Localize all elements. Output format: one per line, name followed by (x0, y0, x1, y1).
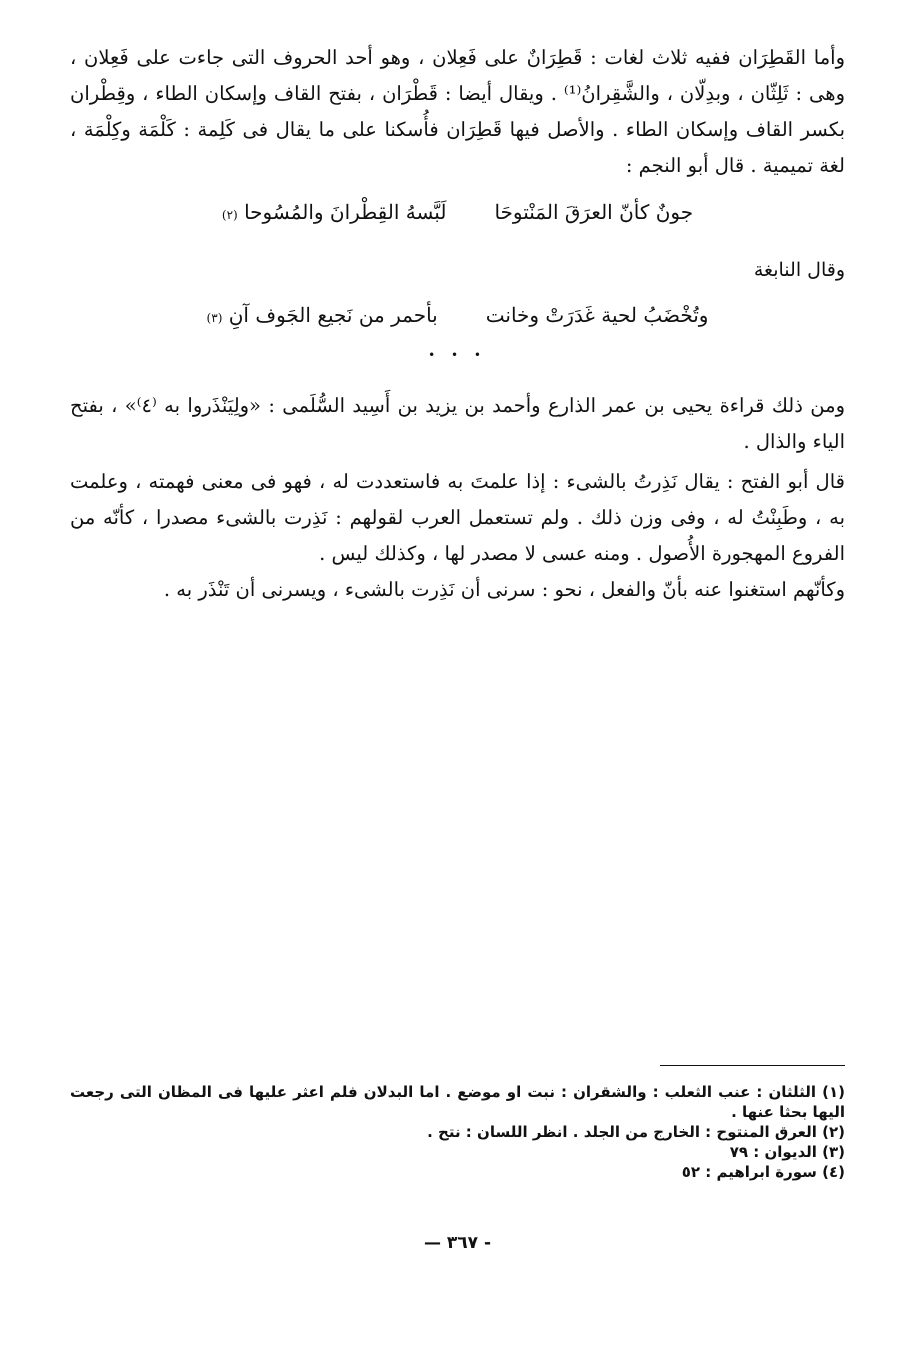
footnote-ref-2: (٢) (221, 208, 238, 222)
paragraph-qatiran: وأما القَطِرَان ففيه ثلاث لغات : قَطِرَانٌ على فَعِلان ، وهو أحد الحروف التى جاءت على فَعِلان ، وهى : ثَلِثّان ، وبدِلّان ، والشَّقِرانُ⁽¹⁾ . ويقال أيضا : قَطْرَان ، بفتح القاف وإسكان الطاء ، وقِطْران بكسر القاف وإسكان الطاء . والأصل فيها قَطِرَان فأُسكنا على ما يقال فى كَلِمة : كَلْمَة وكِلْمَة ، لغة تميمية . قال أبو النجم : (70, 46, 845, 177)
verse-second-hemistich-text: بأحمر من نَجيع الجَوف آنِ (228, 303, 438, 327)
section-ornament: • • • (428, 348, 487, 362)
footnote-3: (٣) الديوان : ٧٩ (729, 1143, 845, 1161)
footnote-2: (٢) العرق المنتوح : الخارج من الجلد . انظر اللسان : نتح . (427, 1123, 845, 1141)
footnotes (70, 1082, 845, 1182)
paragraph-qiraah: ومن ذلك قراءة يحيى بن عمر الذارع وأحمد بن يزيد بن أَسِيد السُّلَمى : «ولِيَنْذَروا به ⁽٤⁾» ، بفتح الياء والذال . (70, 394, 845, 453)
verse-nabigha (70, 295, 845, 338)
paragraph-abu-alfath: قال أبو الفتح : يقال نَذِرتُ بالشىء : إذا علمتَ به فاستعددت له ، فهو فى معنى فهمته ، وعلمت به ، وطَبِنْتُ له ، وفى وزن ذلك . ولم تستعمل العرب لقولهم : نَذِرت بالشىء مصدرا ، كأنّه من الفروع المهجورة الأُصول . ومنه عسى لا مصدر لها ، وكذلك ليس . (70, 470, 845, 565)
page-body (70, 40, 845, 1309)
verse-second-hemistich-text: لَبَّسهُ القِطْرانَ والمُسُوحا (244, 200, 447, 224)
verse-second-hemistich (222, 192, 447, 235)
verse-abu-najm (70, 192, 845, 235)
label-nabigha: وقال النابغة (753, 259, 845, 281)
footnote-separator (660, 1065, 845, 1066)
footnote-1: (١) الثلثان : عنب الثعلب : والشقران : نبت او موضع . اما البدلان فلم اعثر عليها فى المظان التى رجعت اليها بحثا عنها . (70, 1083, 845, 1121)
verse-first-hemistich: جونٌ كأنّ العرَقَ المَنْتوحَا (494, 200, 694, 224)
verse-first-hemistich: وتُخْضَبُ لحية غَدَرَتْ وخانت (485, 303, 709, 327)
footnote-4: (٤) سورة ابراهيم : ٥٢ (681, 1163, 845, 1181)
page-number: — ٣٦٧ - (423, 1233, 492, 1253)
verse-second-hemistich (207, 295, 438, 338)
paragraph-istighna: وكأنّهم استغنوا عنه بأنّ والفعل ، نحو : سرنى أن نَذِرت بالشىء ، ويسرنى أن تَنْذَر به . (163, 578, 845, 601)
footnote-ref-3: (٣) (206, 311, 223, 325)
